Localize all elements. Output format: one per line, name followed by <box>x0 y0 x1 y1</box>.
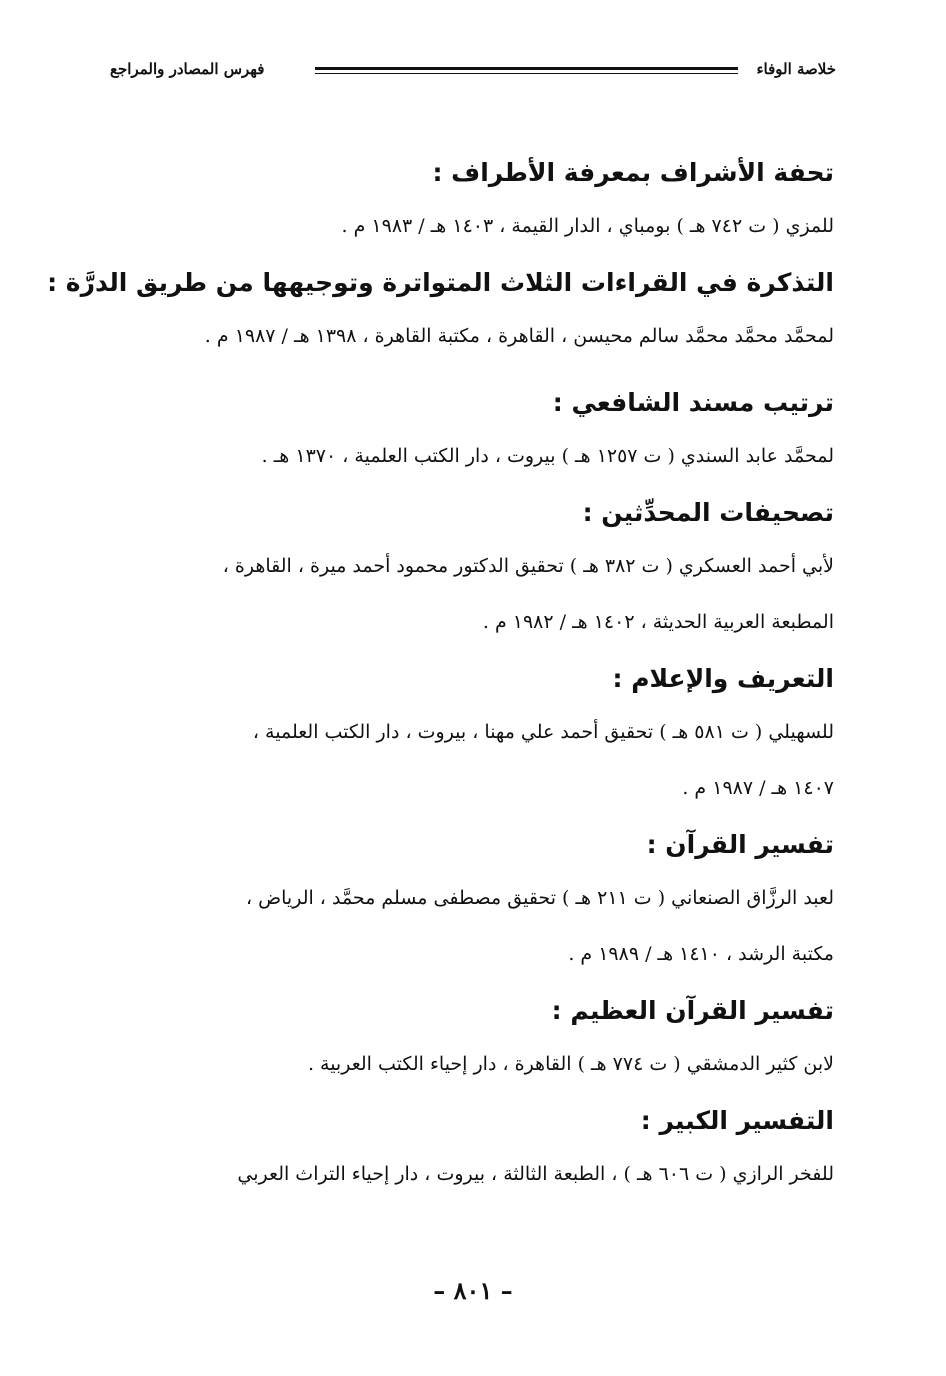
entry-line: المطبعة العربية الحديثة ، ١٤٠٢ هـ / ١٩٨٢ م . <box>482 611 834 633</box>
header-book-title: خلاصة الوفاء <box>756 60 836 78</box>
entry-line: لمحمَّد محمَّد محمَّد سالم محيسن ، القاهرة ، مكتبة القاهرة ، ١٣٩٨ هـ / ١٩٨٧ م . <box>204 325 834 347</box>
entry-line: مكتبة الرشد ، ١٤١٠ هـ / ١٩٨٩ م . <box>568 943 834 965</box>
bibliography-entry <box>47 258 834 364</box>
entry-title: التفسير الكبير : <box>640 1106 834 1135</box>
entry-title: التذكرة في القراءات الثلاث المتواترة وتوجيهها من طريق الدرَّة : <box>47 268 834 297</box>
entry-line: للسهيلي ( ت ٥٨١ هـ ) تحقيق أحمد علي مهنا ، بيروت ، دار الكتب العلمية ، <box>252 721 834 743</box>
entry-line: للمزي ( ت ٧٤٢ هـ ) بومباي ، الدار القيمة ، ١٤٠٣ هـ / ١٩٨٣ م . <box>341 215 834 237</box>
page-number: – ٨٠١ – <box>433 1276 513 1305</box>
bibliography-entry <box>128 1096 834 1202</box>
entry-title: تفسير القرآن : <box>646 830 834 859</box>
bibliography-entry <box>128 820 834 982</box>
entry-line: لأبي أحمد العسكري ( ت ٣٨٢ هـ ) تحقيق الدكتور محمود أحمد ميرة ، القاهرة ، <box>222 555 834 577</box>
bibliography-entry <box>128 148 834 254</box>
entry-line: لمحمَّد عابد السندي ( ت ١٢٥٧ هـ ) بيروت ، دار الكتب العلمية ، ١٣٧٠ هـ . <box>261 445 834 467</box>
entry-line: للفخر الرازي ( ت ٦٠٦ هـ ) ، الطبعة الثالثة ، بيروت ، دار إحياء التراث العربي <box>237 1163 834 1185</box>
entry-line: لعبد الرزَّاق الصنعاني ( ت ٢١١ هـ ) تحقيق مصطفى مسلم محمَّد ، الرياض ، <box>245 887 834 909</box>
entry-line: ١٤٠٧ هـ / ١٩٨٧ م . <box>682 777 834 799</box>
entry-title: تصحيفات المحدِّثين : <box>582 498 834 527</box>
entry-title: التعريف والإعلام : <box>612 664 834 693</box>
header-rule <box>315 67 738 74</box>
header-section-title: فهرس المصادر والمراجع <box>110 60 265 78</box>
bibliography-entry <box>128 378 834 484</box>
entry-line: لابن كثير الدمشقي ( ت ٧٧٤ هـ ) القاهرة ، دار إحياء الكتب العربية . <box>307 1053 834 1075</box>
bibliography-entry <box>128 488 834 650</box>
bibliography-list <box>47 148 834 1202</box>
bibliography-entry <box>128 654 834 816</box>
entry-title: تحفة الأشراف بمعرفة الأطراف : <box>432 158 834 187</box>
entry-title: ترتيب مسند الشافعي : <box>552 388 834 417</box>
entry-title: تفسير القرآن العظيم : <box>551 996 834 1025</box>
bibliography-entry <box>128 986 834 1092</box>
running-header <box>110 58 836 88</box>
